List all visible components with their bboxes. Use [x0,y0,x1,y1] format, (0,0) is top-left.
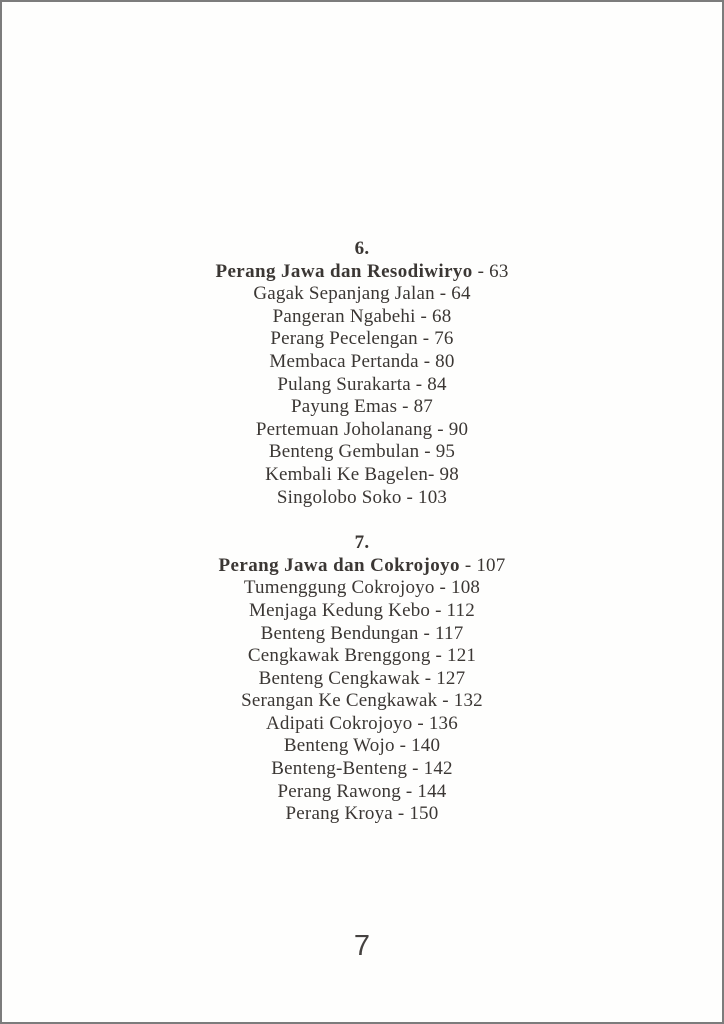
section-title-line [2,555,722,578]
section-title-page-number: - 107 [459,554,506,576]
toc-entry: Tumenggung Cokrojoyo - 108 [243,577,481,599]
toc-entry: Benteng Bendungan - 117 [260,622,464,644]
toc-entry: Payung Emas - 87 [291,396,433,418]
toc-entry: Menjaga Kedung Kebo - 112 [249,599,475,621]
toc-entry: Perang Rawong - 144 [277,780,447,802]
toc-entry: Kembali Ke Bagelen- 98 [265,463,459,485]
toc-entry: Pertemuan Joholanang - 90 [255,418,469,440]
section-title-line [2,261,722,284]
section-number: 6. [354,238,370,259]
toc-entry: Gagak Sepanjang Jalan - 64 [253,283,471,305]
toc-entry: Benteng-Benteng - 142 [271,758,453,780]
toc-entry: Membaca Pertanda - 80 [269,350,455,372]
section-title-page-number: - 63 [472,260,509,282]
page-number: 7 [353,930,371,962]
toc-entry: Pangeran Ngabehi - 68 [272,305,452,327]
toc-entry: Pulang Surakarta - 84 [277,373,447,395]
toc-entry: Singolobo Soko - 103 [276,486,448,508]
toc-entry: Perang Kroya - 150 [285,803,439,825]
toc-entry: Benteng Gembulan - 95 [268,441,456,463]
toc-entry: Cengkawak Brenggong - 121 [247,645,477,667]
toc-entry: Perang Pecelengan - 76 [270,328,454,350]
section-title: Perang Jawa dan Resodiwiryo [215,260,473,282]
toc-section-6 [2,238,722,509]
toc-entry: Benteng Cengkawak - 127 [258,667,466,689]
section-title: Perang Jawa dan Cokrojoyo [218,554,460,576]
toc-entry: Serangan Ke Cengkawak - 132 [241,690,483,712]
toc-section-7 [2,532,722,826]
toc-entry: Adipati Cokrojoyo - 136 [266,712,458,734]
toc-entry: Benteng Wojo - 140 [283,735,441,757]
table-of-contents [2,238,722,826]
section-number: 7. [354,532,370,554]
